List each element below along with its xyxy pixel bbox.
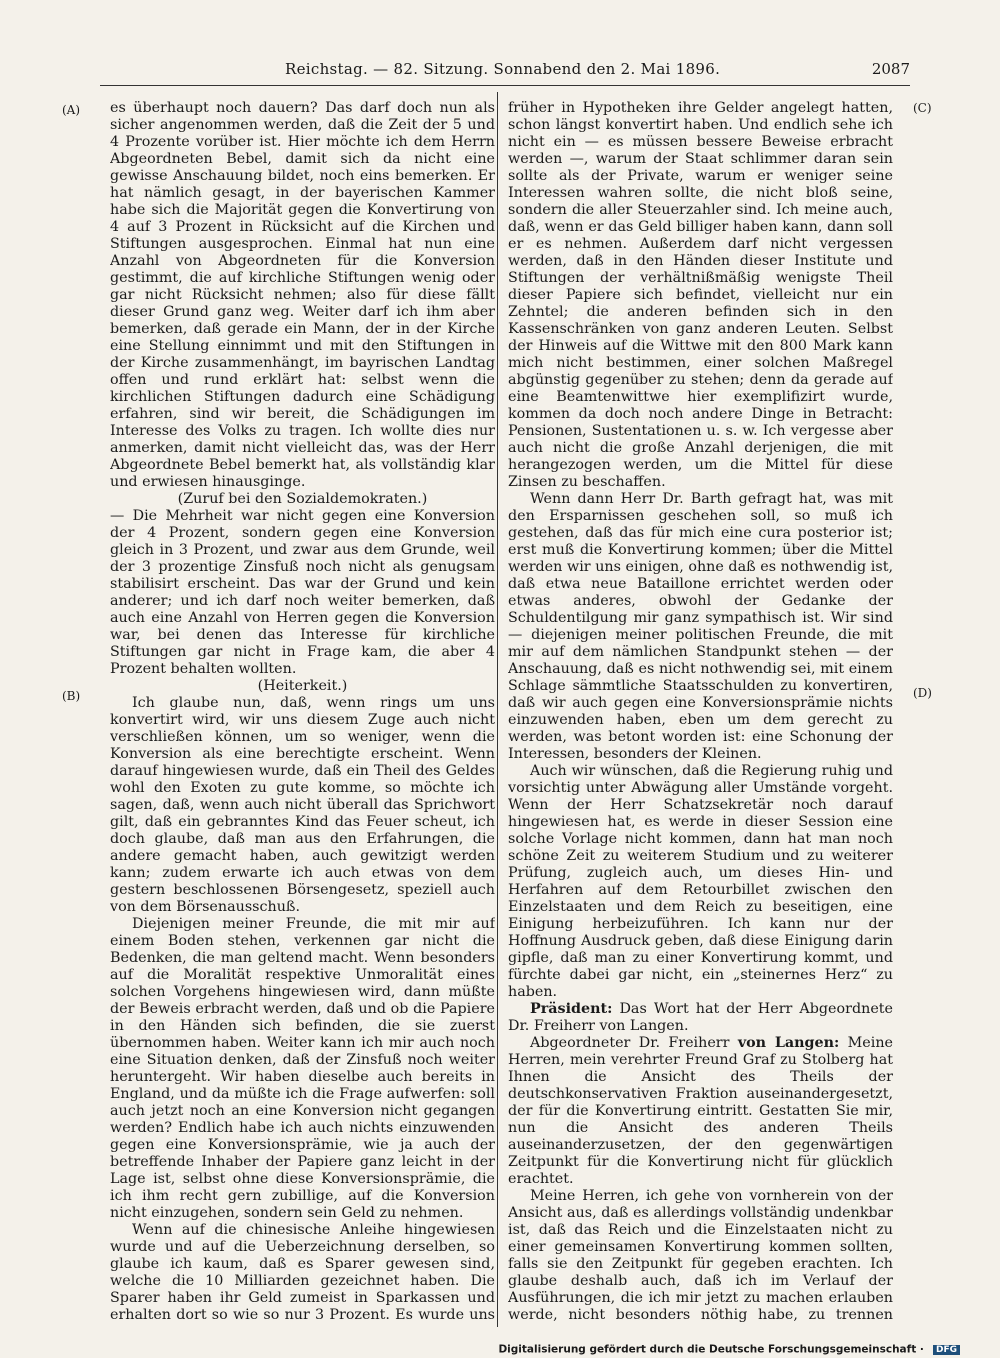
page-number: 2087	[871, 60, 910, 78]
left-column	[110, 100, 495, 1322]
header-rule	[100, 85, 910, 86]
speaker-name: von Langen:	[737, 1035, 840, 1051]
paragraph: Ich glaube nun, daß, wenn rings um uns konvertirt wird, wir uns diesem Zuge auch nicht verschließen können, um so weniger, wenn die Konversion als eine berechtigte erscheint. Wenn darauf hingewiesen wurde, daß ein Theil des Geldes wohl den Exoten zu gute komme, so möchte ich sagen, daß, wenn auch nicht überall das Sprichwort gilt, daß ein gebranntes Kind das Feuer scheut, ich doch glaube, daß man aus den Erfahrungen, die andere gemacht haben, auch gewitzigt werden kann; zudem erwarte ich auch etwas von dem gestern beschlossenen Börsengesetz, speziell auch von dem Börsenausschuß.	[110, 695, 495, 915]
paragraph: Meine Herren, ich gehe von vornherein von der Ansicht aus, daß es allerdings vollständig undenkbar ist, daß das Reich und die Einzelstaaten nicht zu einer gemeinsamen Konvertirung kommen sollten, falls sie den Zeitpunkt für gegeben erachten. Ich glaube deshalb auch, daß ich im Verlauf der Ausführungen, die ich mir jetzt zu machen erlauben werde, nicht besonders nöthig habe, zu trennen	[508, 1188, 893, 1322]
margin-marker-a: (A)	[62, 103, 81, 117]
interjection: (Zuruf bei den Sozialdemokraten.)	[177, 491, 428, 507]
president-statement	[508, 1001, 893, 1035]
paragraph: — Die Mehrheit war nicht gegen eine Konversion der 4 Prozent, sondern gegen eine Konversion gleich in 3 Prozent, und zwar aus dem Grunde, weil der 3 prozentige Zinsfuß noch nicht als genugsam stabilisirt erscheint. Das war der Grund und kein anderer; und ich darf noch weiter bemerken, daß auch eine Anzahl von Herren gegen die Konversion war, bei denen das Interesse für kirchliche Stiftungen gar nicht in Frage kam, die aber 4 Prozent behalten wollten.	[110, 508, 495, 677]
column-divider	[497, 92, 498, 1327]
president-label: Präsident:	[530, 1001, 613, 1017]
margin-marker-d: (D)	[913, 686, 932, 700]
paragraph: früher in Hypotheken ihre Gelder angelegt hatten, schon längst konvertirt haben. Und endlich sehe ich nicht ein — es müssen bessere Beweise erbracht werden —, warum der Staat schlimmer daran sein sollte als der Private, warum er weniger seine Interessen wahren sollte, die nicht bloß seine, sondern die aller Steuerzahler sind. Ich meine auch, daß, wenn er das Geld billiger haben kann, dann soll er es nehmen. Außerdem darf nicht vergessen werden, daß in den Händen dieser Institute und Stiftungen der verhältnißmäßig wenigste Theil dieser Papiere sich befindet, vielleicht nur ein Zehntel; die anderen befinden sich in den Kassenschränken von ganz anderen Leuten. Selbst der Hinweis auf die Wittwe mit den 800 Mark kann mich nicht bestimmen, einer solchen Maßregel abgünstig gegenüber zu stehen; denn da gerade auf eine Beamtenwittwe hier exemplifizirt wurde, kommen da doch noch andere Dinge in Betracht: Pensionen, Sustentationen u. s. w. Ich vergesse aber auch nicht die große Anzahl derjenigen, die mit herangezogen werden, um die Mittel für diese Zinsen zu beschaffen.	[508, 100, 893, 490]
interjection: (Heiterkeit.)	[257, 678, 348, 694]
paragraph: Wenn dann Herr Dr. Barth gefragt hat, was mit den Ersparnissen geschehen soll, so muß ich gestehen, daß das für mich eine cura posterior ist; erst muß die Konvertirung kommen; über die Mittel werden wir uns einigen, ohne daß es nothwendig ist, daß etwa neue Bataillone errichtet werden oder etwas anderes, obwohl der Gedanke der Schuldentilgung mir ganz sympathisch ist. Wir sind — diejenigen meiner politischen Freunde, die mit mir auf dem nämlichen Standpunkt stehen — der Anschauung, daß es nicht nothwendig sei, mit einem Schlage sämmtliche Staatsschulden zu konvertiren, daß wir auch gegen eine Konversionsprämie nichts einzuwenden haben, eben um dem gerecht zu werden, was betont worden ist: eine Schonung der Interessen, besonders der Kleinen.	[508, 491, 893, 762]
margin-marker-b: (B)	[62, 689, 81, 703]
margin-marker-c: (C)	[913, 101, 932, 115]
speaker-text: Meine Herren, mein verehrter Freund Graf zu Stolberg hat Ihnen die Ansicht des Theils der deutschkonservativen Fraktion auseinandergesetzt, der für die Konvertirung eintritt. Gestatten Sie mir, nun die Ansicht des anderen Theils auseinanderzusetzen, der den gegenwärtigen Zeitpunkt für die Konvertirung nicht für glücklich erachtet.	[508, 1035, 893, 1187]
speaker-intro: Abgeordneter Dr. Freiherr	[530, 1035, 730, 1051]
president-text: Das Wort hat der Herr Abgeordnete Dr. Freiherr von Langen.	[508, 1001, 893, 1034]
paragraph: Diejenigen meiner Freunde, die mit mir auf einem Boden stehen, verkennen gar nicht die Bedenken, die man geltend macht. Wenn besonders auf die Moralität respektive Unmoralität eines solchen Vorgehens hingewiesen wird, dann müßte der Beweis erbracht werden, daß und ob die Papiere in den Händen sich befinden, die sie zuerst übernommen haben. Weiter kann ich mir auch noch eine Situation denken, daß der Zinsfuß noch weiter heruntergeht. Wir haben dieselbe auch bereits in England, und da müßte ich die Frage aufwerfen: soll auch jetzt noch an eine Konversion nicht gegangen werden? Endlich habe ich auch nichts einzuwenden gegen eine Konversionsprämie, wie ja auch der betreffende Inhaber der Papiere ganz leicht in der Lage ist, selbst ohne diese Konversionsprämie, die ich ihm recht gern zubillige, auf die Konversion nicht einzugehen, sondern sein Geld zu nehmen.	[110, 916, 495, 1221]
dfg-logo-icon: DFG	[933, 1345, 960, 1355]
paragraph: Wenn auf die chinesische Anleihe hingewiesen wurde und auf die Ueberzeichnung derselben, so glaube ich kaum, daß es Sparer gewesen sind, welche die 10 Milliarden gezeichnet haben. Die Sparer haben ihr Geld zumeist in Sparkassen und erhalten dort so wie so nur 3 Prozent. Es wurde uns	[110, 1222, 495, 1322]
paragraph: es überhaupt noch dauern? Das darf doch nun als sicher angenommen werden, daß die Zeit der 5 und 4 Prozente vorüber ist. Hier möchte ich dem Herrn Abgeordneten Bebel, damit sich da nicht eine gewisse Anschauung bildet, noch eins bemerken. Er hat nämlich gesagt, in der bayerischen Kammer habe sich die Majorität gegen die Konvertirung von 4 auf 3 Prozent in Rücksicht auf die Kirchen und Stiftungen ausgesprochen. Einmal hat nun eine Anzahl von Abgeordneten für die Konversion gestimmt, die auf kirchliche Stiftungen wenig oder gar nicht Rücksicht nehmen; also für diese fällt dieser Grund ganz weg. Weiter darf ich ihm aber bemerken, daß gerade ein Mann, der in der Kirche eine Stellung einnimmt und mit den Stiftungen in der Kirche zusammenhängt, im bayrischen Landtag offen und rund erklärt hat: selbst wenn die kirchlichen Stiftungen dadurch eine Schädigung erfahren, sind wir bereit, die Schädigungen im Interesse des Volks zu tragen. Ich wollte dies nur anmerken, damit nicht vielleicht das, was der Herr Abgeordnete Bebel bemerkt hat, als vollständig klar und erwiesen hinausginge.	[110, 100, 495, 490]
footer-text: Digitalisierung gefördert durch die Deutsche Forschungsgemeinschaft ·	[498, 1343, 924, 1356]
page-header	[100, 60, 910, 80]
paragraph: Auch wir wünschen, daß die Regierung ruhig und vorsichtig unter Abwägung aller Umstände vorgeht. Wenn der Herr Schatzsekretär noch darauf hingewiesen hat, es werde in dieser Session eine solche Vorlage nicht kommen, dann hat man noch schöne Zeit zu weiterem Studium und zu weiterer Prüfung, zugleich auch, um dieses Hin- und Herfahren auf dem Retourbillet zwischen den Einzelstaaten und dem Reich zu beseitigen, eine Einigung herbeizuführen. Ich kann nur der Hoffnung Ausdruck geben, daß diese Einigung darin gipfle, daß man zu einer Konvertirung kommt, und fürchte dabei gar nicht, ein „steinernes Herz“ zu haben.	[508, 763, 893, 1000]
running-title: Reichstag. — 82. Sitzung. Sonnabend den 2. Mai 1896.	[285, 60, 721, 78]
speaker-paragraph	[508, 1035, 893, 1188]
right-column	[508, 100, 893, 1322]
